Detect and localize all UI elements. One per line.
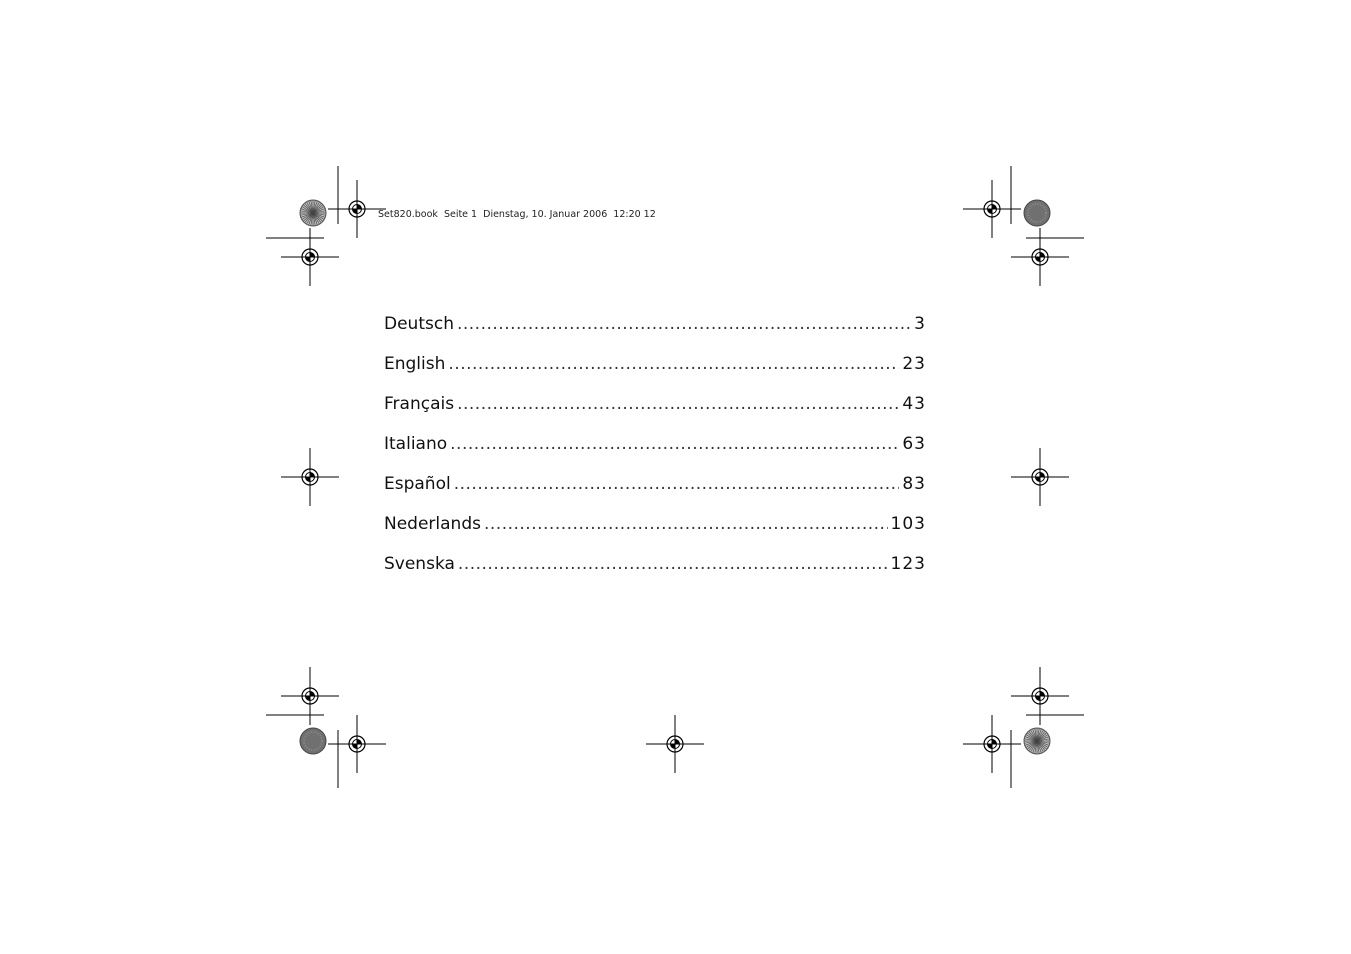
registration-mark xyxy=(1011,448,1069,506)
starburst-target-icon xyxy=(1024,728,1050,754)
registration-mark xyxy=(963,180,1021,238)
toc-leader xyxy=(457,310,911,338)
toc-leader xyxy=(484,510,888,538)
registration-mark xyxy=(281,448,339,506)
toc-row-english[interactable] xyxy=(384,350,926,390)
toc-leader xyxy=(458,550,888,578)
toc-leader xyxy=(457,390,899,418)
toc-row-deutsch[interactable] xyxy=(384,310,926,350)
toc-page-number: 123 xyxy=(890,554,926,574)
registration-mark xyxy=(328,715,386,773)
toc-row-svenska[interactable] xyxy=(384,550,926,590)
print-slug-line: Set820.book Seite 1 Dienstag, 10. Januar 2006 12:20 12 xyxy=(378,209,656,220)
toc-label: Svenska xyxy=(384,554,455,574)
toc-label: Nederlands xyxy=(384,514,481,534)
table-of-contents xyxy=(384,310,926,590)
gray-disc-target-icon xyxy=(1024,200,1050,226)
registration-mark xyxy=(646,715,704,773)
toc-leader xyxy=(448,350,899,378)
toc-label: Español xyxy=(384,474,451,494)
registration-mark xyxy=(281,667,339,725)
toc-page-number: 23 xyxy=(902,354,926,374)
toc-row-italiano[interactable] xyxy=(384,430,926,470)
toc-row-espanol[interactable] xyxy=(384,470,926,510)
toc-row-francais[interactable] xyxy=(384,390,926,430)
registration-mark xyxy=(963,715,1021,773)
toc-leader xyxy=(454,470,900,498)
toc-page-number: 3 xyxy=(914,314,926,334)
toc-page-number: 103 xyxy=(890,514,926,534)
registration-mark xyxy=(1011,228,1069,286)
toc-page-number: 63 xyxy=(902,434,926,454)
gray-disc-target-icon xyxy=(300,728,326,754)
toc-page-number: 83 xyxy=(902,474,926,494)
toc-page-number: 43 xyxy=(902,394,926,414)
registration-mark xyxy=(1011,667,1069,725)
toc-row-nederlands[interactable] xyxy=(384,510,926,550)
toc-leader xyxy=(450,430,899,458)
toc-label: Français xyxy=(384,394,455,414)
starburst-target-icon xyxy=(300,200,326,226)
toc-label: Italiano xyxy=(384,434,448,454)
toc-label: Deutsch xyxy=(384,314,454,334)
registration-mark xyxy=(281,228,339,286)
toc-label: English xyxy=(384,354,446,374)
